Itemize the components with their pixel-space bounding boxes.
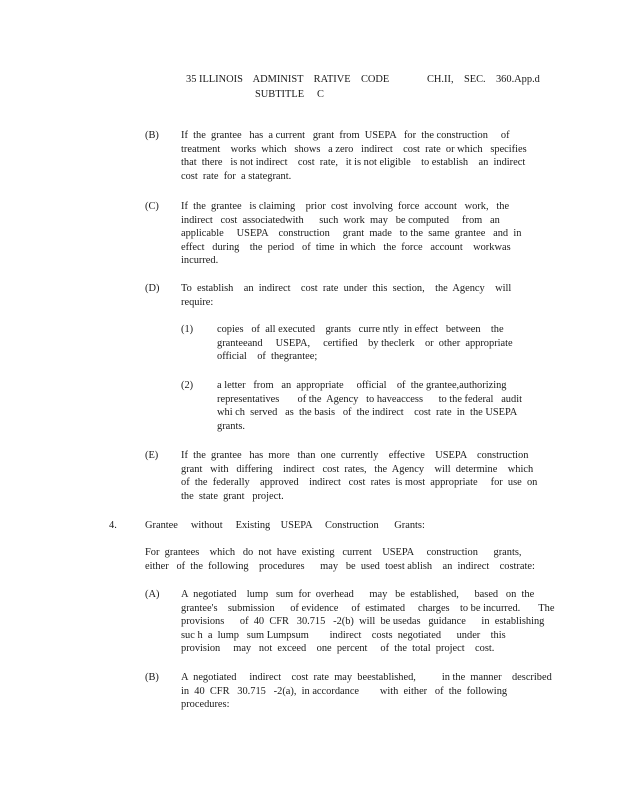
header-title: 35 ILLINOIS ADMINIST RATIVE CODE bbox=[186, 74, 390, 85]
paragraph-line: indirect cost associatedwith such work may be computed from an bbox=[181, 214, 500, 226]
paragraph-line: provision may not exceed one percent of the total project cost. bbox=[181, 643, 495, 655]
paragraph-line: granteeand USEPA, certified by theclerk or other appropriate bbox=[217, 337, 513, 349]
paragraph-label: (A) bbox=[145, 589, 160, 600]
paragraph-line: procedures: bbox=[181, 699, 230, 711]
paragraph-label: (1) bbox=[181, 324, 194, 335]
paragraph-line: applicable USEPA construction grant made to the same grantee and in bbox=[181, 228, 522, 240]
paragraph-line: cost rate for a stategrant. bbox=[181, 170, 292, 182]
paragraph-line: For grantees which do not have existing current USEPA construction grants, bbox=[145, 547, 522, 558]
paragraph-line: that there is not indirect cost rate, it is not eligible to establish an indirect bbox=[181, 157, 526, 169]
section-number: 4. bbox=[109, 520, 117, 531]
paragraph-line: a letter from an appropriate official of the grantee,authorizing bbox=[217, 380, 507, 391]
paragraph-label: (2) bbox=[181, 380, 194, 391]
paragraph-line: whi ch served as the basis of the indirect cost rate in the USEPA bbox=[217, 407, 518, 419]
paragraph-line: provisions of 40 CFR 30.715 -2(b) will be usedas guidance in establishing bbox=[181, 616, 545, 628]
paragraph-line: incurred. bbox=[181, 255, 219, 267]
header-subtitle: SUBTITLE C bbox=[255, 89, 324, 100]
paragraph-line: the state grant project. bbox=[181, 490, 284, 502]
paragraph-line: official of thegrantee; bbox=[217, 351, 318, 363]
paragraph-line: suc h a lump sum Lumpsum indirect costs negotiated under this bbox=[181, 629, 506, 641]
paragraph-label: (E) bbox=[145, 450, 159, 461]
paragraph-line: in 40 CFR 30.715 -2(a), in accordance with either of the following bbox=[181, 685, 508, 697]
paragraph-label: (D) bbox=[145, 283, 160, 294]
paragraph-line: copies of all executed grants curre ntly in effect between the bbox=[217, 324, 504, 335]
paragraph-line: representatives of the Agency to haveaccess to the federal audit bbox=[217, 393, 522, 405]
paragraph-line: To establish an indirect cost rate under this section, the Agency will bbox=[181, 283, 512, 294]
paragraph-line: either of the following procedures may be used toest ablish an indirect costrate: bbox=[145, 560, 535, 572]
paragraph-line: require: bbox=[181, 296, 214, 308]
paragraph-line: grants. bbox=[217, 420, 245, 432]
paragraph-line: A negotiated indirect cost rate may beestablished, in the manner described bbox=[181, 672, 552, 683]
paragraph-label: (B) bbox=[145, 672, 159, 683]
paragraph-line: grant with differing indirect cost rates, the Agency will determine which bbox=[181, 463, 534, 475]
paragraph-label: (B) bbox=[145, 130, 159, 141]
header-section: CH.II, SEC. 360.App.d bbox=[427, 74, 540, 85]
paragraph-line: A negotiated lump sum for overhead may be established, based on the bbox=[181, 589, 535, 600]
paragraph-line: of the federally approved indirect cost rates is most appropriate for use on bbox=[181, 477, 538, 489]
paragraph-line: grantee's submission of evidence of estimated charges to be incurred. The bbox=[181, 602, 555, 614]
paragraph-line: effect during the period of time in which the force account workwas bbox=[181, 241, 511, 253]
paragraph-line: If the grantee has a current grant from USEPA for the construction of bbox=[181, 130, 510, 141]
section-title: Grantee without Existing USEPA Construction Grants: bbox=[145, 520, 425, 531]
paragraph-line: If the grantee has more than one currently effective USEPA construction bbox=[181, 450, 529, 461]
paragraph-line: If the grantee is claiming prior cost involving force account work, the bbox=[181, 201, 510, 212]
paragraph-line: treatment works which shows a zero indirect cost rate or which specifies bbox=[181, 143, 527, 155]
paragraph-label: (C) bbox=[145, 201, 159, 212]
